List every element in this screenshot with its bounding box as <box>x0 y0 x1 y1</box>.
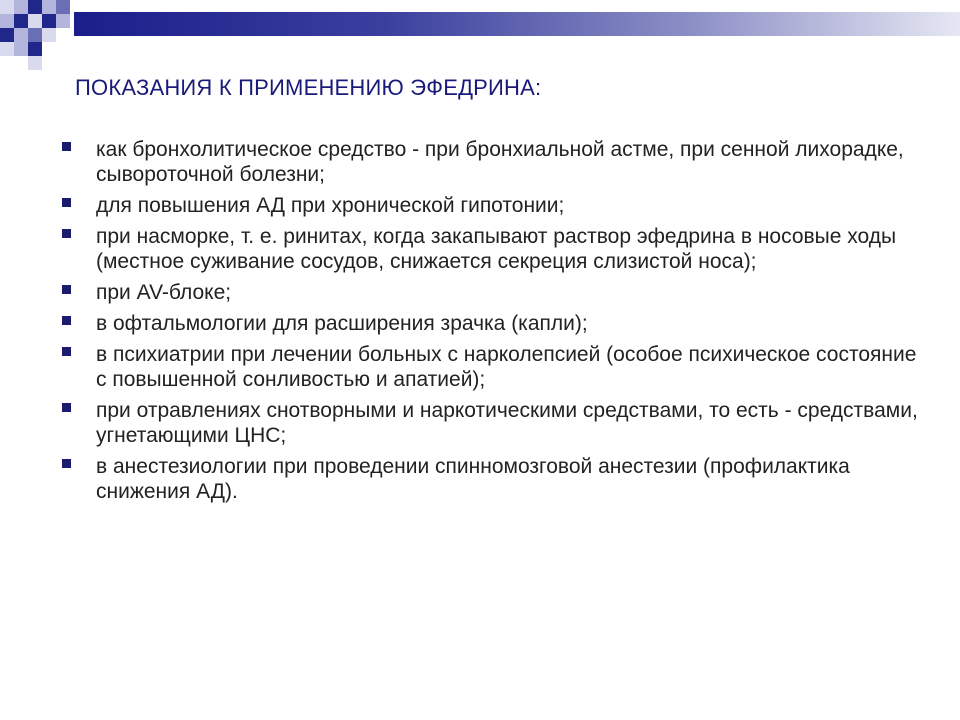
decor-square <box>0 0 14 14</box>
decor-square <box>56 0 70 14</box>
list-item <box>58 224 918 274</box>
list-item <box>58 342 918 392</box>
square-bullet-icon <box>62 229 71 238</box>
list-item-text: при насморке, т. е. ринитах, когда закапывают раствор эфедрина в носовые ходы (местное суживание сосудов, снижается секреция слизистой носа); <box>96 225 897 273</box>
decor-square <box>56 14 70 28</box>
decor-square <box>0 28 14 42</box>
square-bullet-icon <box>62 316 71 325</box>
list-item-text: в офтальмологии для расширения зрачка (капли); <box>96 312 588 335</box>
list-item <box>58 398 918 448</box>
decor-square <box>28 14 42 28</box>
decor-square <box>42 0 56 14</box>
decor-square <box>28 0 42 14</box>
decor-square <box>14 28 28 42</box>
square-bullet-icon <box>62 198 71 207</box>
list-item <box>58 311 918 336</box>
slide-title: ПОКАЗАНИЯ К ПРИМЕНЕНИЮ ЭФЕДРИНА: <box>75 75 542 100</box>
list-item-text: при отравлениях снотворными и наркотическими средствами, то есть - средствами, угнетающими ЦНС; <box>96 399 918 447</box>
decor-square <box>14 14 28 28</box>
square-bullet-icon <box>62 403 71 412</box>
square-bullet-icon <box>62 347 71 356</box>
list-item <box>58 137 918 187</box>
square-bullet-icon <box>62 459 71 468</box>
list-item <box>58 454 918 504</box>
decor-square <box>42 14 56 28</box>
decor-square <box>28 28 42 42</box>
decor-square <box>28 56 42 70</box>
decor-square <box>28 42 42 56</box>
decor-square <box>42 28 56 42</box>
square-bullet-icon <box>62 142 71 151</box>
list-item-text: при AV-блоке; <box>96 281 232 304</box>
header-gradient-bar <box>74 12 960 36</box>
decor-square <box>14 0 28 14</box>
list-item-text: в психиатрии при лечении больных с нарколепсией (особое психическое состояние с повышенной сонливостью и апатией); <box>96 343 917 391</box>
list-item <box>58 280 918 305</box>
decor-square <box>0 42 14 56</box>
decor-square <box>14 42 28 56</box>
list-item <box>58 193 918 218</box>
list-item-text: для повышения АД при хронической гипотонии; <box>96 194 565 217</box>
indications-list <box>58 137 918 510</box>
decor-square <box>0 14 14 28</box>
square-bullet-icon <box>62 285 71 294</box>
list-item-text: как бронхолитическое средство - при бронхиальной астме, при сенной лихорадке, сывороточной болезни; <box>96 138 904 186</box>
list-item-text: в анестезиологии при проведении спинномозговой анестезии (профилактика снижения АД). <box>96 455 850 503</box>
